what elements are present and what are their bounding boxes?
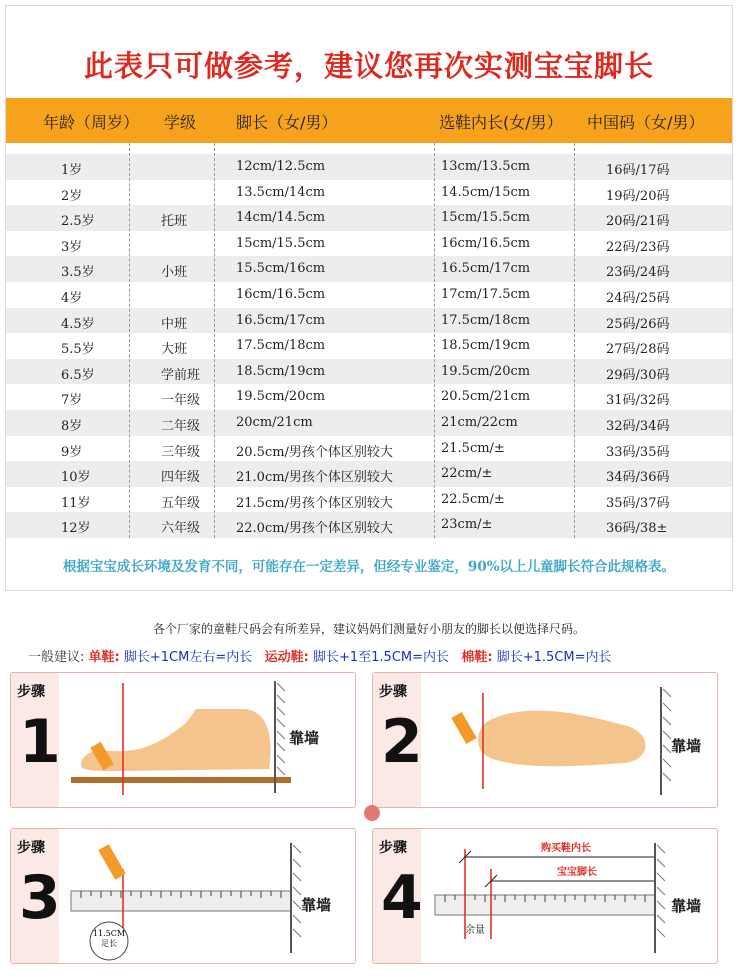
table-cell: 23cm/± [441, 517, 493, 533]
table-cell: 18.5cm/19cm [441, 338, 531, 354]
table-row [6, 282, 732, 308]
table-cell: 16.5cm/17cm [441, 261, 531, 277]
table-row [6, 154, 732, 180]
table-cell: 5.5岁 [61, 342, 95, 358]
table-cell: 19.5cm/20cm [236, 389, 326, 405]
step-label: 步骤 [379, 684, 407, 700]
table-cell: 8岁 [61, 418, 83, 434]
table-cell: 12cm/12.5cm [236, 159, 326, 174]
table-cell: 23码/24码 [606, 265, 670, 281]
baby-foot-label: 宝宝脚长 [557, 867, 597, 878]
table-cell: 32码/34码 [606, 418, 670, 434]
table-row [6, 256, 732, 282]
table-cell: 1岁 [61, 163, 83, 178]
column-divider [574, 143, 575, 538]
chart-footnote: 根据宝宝成长环境及发育不同，可能存在一定差异，但经专业鉴定，90%以上儿童脚长符合此规格表。 [62, 559, 676, 575]
table-cell: 16码/17码 [606, 163, 670, 178]
table-cell: 六年级 [161, 521, 201, 537]
foot-length-value: 11.5CM [92, 929, 126, 938]
table-cell: 24码/25码 [606, 290, 670, 306]
table-row [6, 359, 732, 385]
table-cell: 7岁 [61, 393, 83, 409]
header-grade: 学级 [164, 113, 197, 132]
table-cell: 五年级 [161, 495, 201, 511]
table-cell: 11岁 [61, 495, 91, 511]
table-row [6, 205, 732, 231]
table-cell: 3岁 [61, 239, 83, 255]
table-cell: 14.5cm/15cm [441, 184, 531, 200]
table-cell: 21.5cm/男孩个体区别较大 [236, 495, 393, 511]
table-header [6, 98, 732, 143]
table-row [6, 180, 732, 206]
column-divider [129, 143, 130, 538]
foot-length-caption: 足长 [101, 939, 117, 948]
table-cell: 2岁 [61, 188, 83, 204]
wall-label: 靠墙 [671, 897, 702, 915]
table-cell: 小班 [161, 265, 188, 281]
wall-label: 靠墙 [301, 896, 332, 914]
table-row [6, 308, 732, 334]
header-cn-size: 中国码（女/男） [587, 113, 705, 132]
table-cell: 10岁 [61, 470, 91, 486]
table-cell: 4岁 [61, 290, 83, 306]
table-cell: 托班 [161, 214, 188, 230]
column-divider [214, 143, 215, 538]
table-cell: 20cm/21cm [236, 414, 313, 430]
table-cell: 21.0cm/男孩个体区别较大 [236, 470, 393, 486]
foot-top-illustration [373, 673, 718, 808]
table-cell: 27码/28码 [606, 342, 670, 358]
step-number: 4 [381, 863, 423, 933]
table-cell: 31码/32码 [606, 393, 670, 409]
step-panel-3 [10, 828, 356, 964]
table-row [6, 384, 732, 410]
margin-label: 余量 [465, 925, 485, 936]
table-cell: 4.5岁 [61, 316, 95, 332]
table-cell: 35码/37码 [606, 495, 670, 511]
advice-line [28, 646, 612, 665]
table-cell: 9岁 [61, 444, 83, 460]
advice-label-sport: 运动鞋: [264, 650, 309, 665]
table-cell: 33码/35码 [606, 444, 670, 460]
advice-formula-single: 脚长+1CM左右=内长 [123, 650, 253, 665]
center-dot [364, 805, 380, 821]
table-cell: 16.5cm/17cm [236, 312, 326, 328]
table-cell: 16cm/16.5cm [236, 286, 326, 302]
wall-label: 靠墙 [289, 729, 320, 747]
brand-size-note: 各个厂家的童鞋尺码会有所差异，建议妈妈们测量好小朋友的脚长以便选择尺码。 [152, 622, 585, 636]
step-label: 步骤 [379, 840, 407, 856]
table-cell: 2.5岁 [61, 214, 95, 230]
table-cell: 29码/30码 [606, 367, 670, 383]
table-cell: 20.5cm/男孩个体区别较大 [236, 444, 393, 460]
table-cell: 19码/20码 [606, 188, 670, 204]
table-row [6, 333, 732, 359]
step-number: 2 [381, 707, 423, 777]
wall-label: 靠墙 [671, 737, 702, 755]
table-cell: 15.5cm/16cm [236, 261, 326, 277]
table-cell: 三年级 [161, 444, 201, 460]
step-number: 3 [19, 863, 61, 933]
table-cell: 21cm/22cm [441, 414, 518, 430]
table-cell: 15cm/15.5cm [441, 210, 531, 226]
header-age: 年龄（周岁） [43, 113, 140, 132]
column-divider [434, 143, 435, 538]
table-cell: 17.5cm/18cm [236, 338, 326, 354]
step-label: 步骤 [17, 840, 45, 856]
inner-length-label: 购买鞋内长 [541, 843, 591, 854]
table-cell: 大班 [161, 342, 188, 358]
table-cell: 13.5cm/14cm [236, 184, 326, 200]
advice-label-single: 单鞋: [88, 650, 120, 665]
table-cell: 17.5cm/18cm [441, 312, 531, 328]
table-row [6, 231, 732, 257]
table-cell: 18.5cm/19cm [236, 363, 326, 379]
table-cell: 3.5岁 [61, 265, 95, 281]
foot-length-badge [92, 929, 126, 949]
table-cell: 14cm/14.5cm [236, 210, 326, 226]
table-row [6, 461, 732, 487]
header-inner-length: 选鞋内长(女/男） [439, 113, 563, 132]
table-body [6, 154, 732, 538]
table-cell: 17cm/17.5cm [441, 286, 531, 302]
table-row [6, 410, 732, 436]
table-cell: 22码/23码 [606, 239, 670, 255]
table-cell: 34码/36码 [606, 470, 670, 486]
table-cell: 学前班 [161, 367, 201, 383]
table-cell: 36码/38± [606, 521, 668, 537]
table-cell: 一年级 [161, 393, 201, 409]
table-cell: 15cm/15.5cm [236, 235, 326, 251]
table-cell: 20码/21码 [606, 214, 670, 230]
advice-formula-sport: 脚长+1至1.5CM=内长 [312, 650, 450, 665]
table-cell: 22cm/± [441, 466, 493, 482]
advice-prefix: 一般建议: [28, 650, 85, 665]
table-cell: 19.5cm/20cm [441, 363, 531, 379]
advice-label-cotton: 棉鞋: [461, 650, 493, 665]
table-row [6, 436, 732, 462]
table-cell: 二年级 [161, 418, 201, 434]
table-row [6, 512, 732, 538]
advice-formula-cotton: 脚长+1.5CM=内长 [496, 650, 612, 665]
header-foot-length: 脚长（女/男） [236, 113, 338, 132]
size-chart-card [5, 5, 733, 591]
table-cell: 21.5cm/± [441, 440, 505, 456]
step-panel-2 [372, 672, 718, 808]
chart-title: 此表只可做参考，建议您再次实测宝宝脚长 [83, 49, 654, 83]
table-cell: 四年级 [161, 470, 201, 486]
table-cell: 中班 [161, 316, 188, 332]
table-cell: 22.0cm/男孩个体区别较大 [236, 521, 393, 537]
table-cell: 12岁 [61, 521, 91, 537]
step-panel-1 [10, 672, 356, 808]
measurement-steps [10, 672, 717, 970]
table-cell: 6.5岁 [61, 367, 95, 383]
table-cell: 20.5cm/21cm [441, 389, 531, 405]
table-cell: 13cm/13.5cm [441, 159, 531, 174]
table-cell: 25码/26码 [606, 316, 670, 332]
table-cell: 16cm/16.5cm [441, 235, 531, 251]
table-row [6, 487, 732, 513]
table-cell: 22.5cm/± [441, 491, 505, 507]
step-label: 步骤 [17, 684, 45, 700]
step-number: 1 [19, 707, 61, 777]
step-panel-4 [372, 828, 718, 964]
